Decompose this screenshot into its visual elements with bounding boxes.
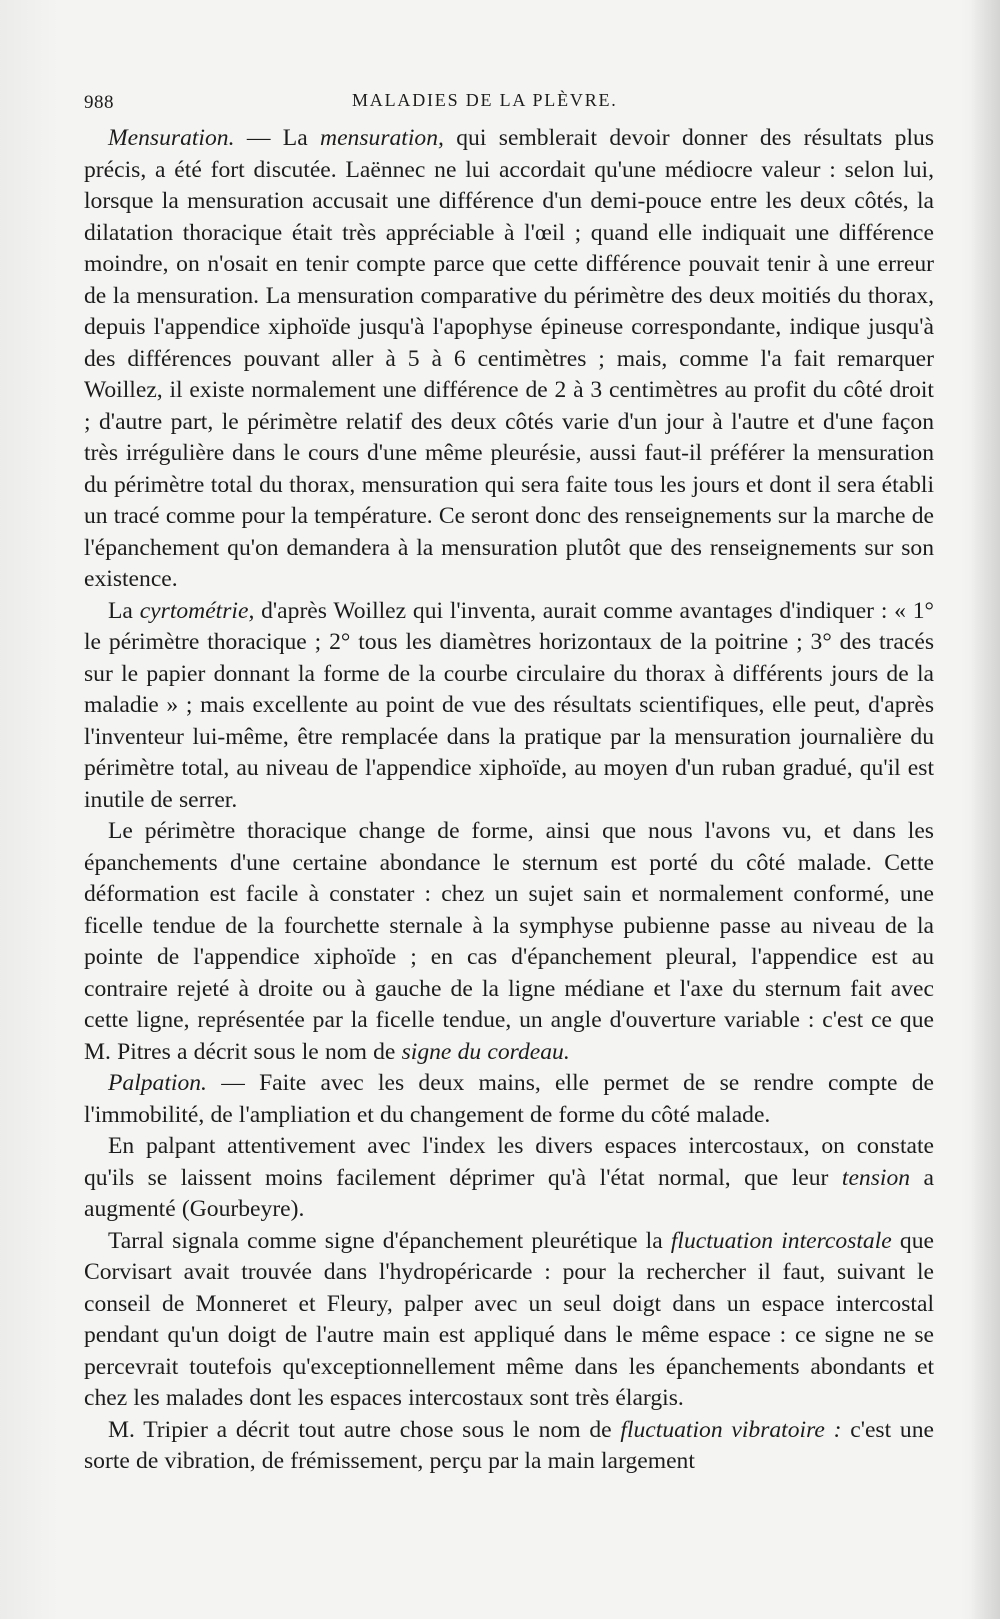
- italic-term: mensuration,: [320, 125, 444, 151]
- paragraph-text: Tarral signala comme signe d'épanchement pleurétique la: [108, 1227, 671, 1254]
- italic-term: cyrtométrie,: [139, 597, 255, 624]
- paragraph-text: — Faite avec les deux mains, elle permet de se rendre compte de l'immobilité, de l'ampliation et du changement de forme du côté malade.: [84, 1070, 934, 1128]
- running-title: MALADIES DE LA PLÈVRE.: [352, 90, 618, 110]
- paragraph-text: c'est une sorte de vibration, de frémissement, perçu par la main largement: [84, 1416, 934, 1474]
- paragraph-text: qui semblerait devoir donner des résultats plus précis, a été fort discutée. Laënnec ne lui accordait qu'une médiocre valeur : selon lui, lorsque la mensuration accusait une différence d'un demi-pouce entre les deux côtés, la dilatation thoracique était très appréciable à l'œil ; quand elle indiquait une différence moindre, on n'osait en tenir compte parce que cette différence pouvait tenir à une erreur de la mensuration. La mensuration comparative du périmètre des deux moitiés du thorax, depuis l'appendice xiphoïde jusqu'à l'apophyse épineuse correspondante, indique jusqu'à des différences pouvant aller à 5 à 6 centimètres ; mais, comme l'a fait remarquer Woillez, il existe normalement une différence de 2 à 3 centimètres au profit du côté droit ; d'autre part, le périmètre relatif des deux côtés varie d'un jour à l'autre et d'une façon très irrégulière dans le cours d'une même pleurésie, aussi faut-il préférer la mensuration du périmètre total du thorax, mensuration qui sera faite tous les jours et dont il sera établi un tracé comme pour la température. Ce seront donc des renseignements sur la marche de l'épanchement qu'on demandera à la mensuration plutôt que des renseignements sur son existence.: [84, 125, 934, 592]
- paragraph-text: La: [108, 597, 140, 624]
- page-number: 988: [84, 92, 114, 113]
- paragraph-text: a augmenté (Gourbeyre).: [84, 1164, 934, 1222]
- paragraph-text: d'après Woillez qui l'inventa, aurait comme avantages d'indiquer : « 1° le périmètre thoracique ; 2° tous les diamètres horizontaux de la poitrine ; 3° des tracés sur le papier donnant la forme de la courbe circulaire du thorax à différents jours de la maladie » ; mais excellente au point de vue des résultats scientifiques, elle peut, d'après l'inventeur lui-même, être remplacée dans la pratique par la mensuration journalière du périmètre total, au niveau de l'appendice xiphoïde, au moyen d'un ruban gradué, qu'il est inutile de serrer.: [84, 597, 934, 813]
- page-header: [84, 88, 932, 118]
- italic-term: tension: [841, 1164, 911, 1191]
- paragraph-mensuration: [84, 123, 934, 596]
- paragraph-text: En palpant attentivement avec l'index les divers espaces intercostaux, on constate qu'ils se laissent moins facilement déprimer qu'à l'état normal, que leur: [84, 1133, 934, 1191]
- paragraph-cyrtometrie: [84, 596, 934, 817]
- paragraph-tension: [84, 1131, 934, 1226]
- paragraph-fluctuation-vibratoire: [84, 1415, 934, 1478]
- italic-term: fluctuation intercostale: [670, 1227, 892, 1254]
- section-heading-palpation: Palpation.: [108, 1070, 207, 1096]
- italic-term: signe du cordeau.: [401, 1038, 570, 1065]
- italic-term: fluctuation vibratoire :: [620, 1416, 842, 1443]
- paragraph-text: M. Tripier a décrit tout autre chose sous le nom de: [108, 1416, 621, 1443]
- paragraph-fluctuation-intercostale: [84, 1226, 934, 1415]
- paragraph-perimetre: [84, 816, 934, 1068]
- paragraph-text: — La: [234, 125, 321, 151]
- paragraph-palpation: [84, 1068, 934, 1131]
- page-edge-shadow: [970, 0, 1000, 1619]
- body-text: [84, 123, 934, 1478]
- section-heading-mensuration: Mensuration.: [108, 125, 235, 151]
- paragraph-text: que Corvisart avait trouvée dans l'hydropéricarde : pour la rechercher il faut, suivant le conseil de Monneret et Fleury, palper avec un seul doigt dans un espace intercostal pendant qu'un doigt de l'autre main est appliqué dans le même espace : ce signe ne se percevrait toutefois qu'exceptionnellement même dans les épanchements abondants et chez les malades dont les espaces intercostaux sont très élargis.: [84, 1227, 934, 1411]
- paragraph-text: Le périmètre thoracique change de forme, ainsi que nous l'avons vu, et dans les épanchements d'une certaine abondance le sternum est porté du côté malade. Cette déformation est facile à constater : chez un sujet sain et normalement conformé, une ficelle tendue de la fourchette sternale à la symphyse pubienne passe au niveau de la pointe de l'appendice xiphoïde ; en cas d'épanchement pleural, l'appendice est au contraire rejeté à droite ou à gauche de la ligne médiane et l'axe du sternum fait avec cette ligne, représentée par la ficelle tendue, un angle d'ouverture variable : c'est ce que M. Pitres a décrit sous le nom de: [84, 818, 934, 1065]
